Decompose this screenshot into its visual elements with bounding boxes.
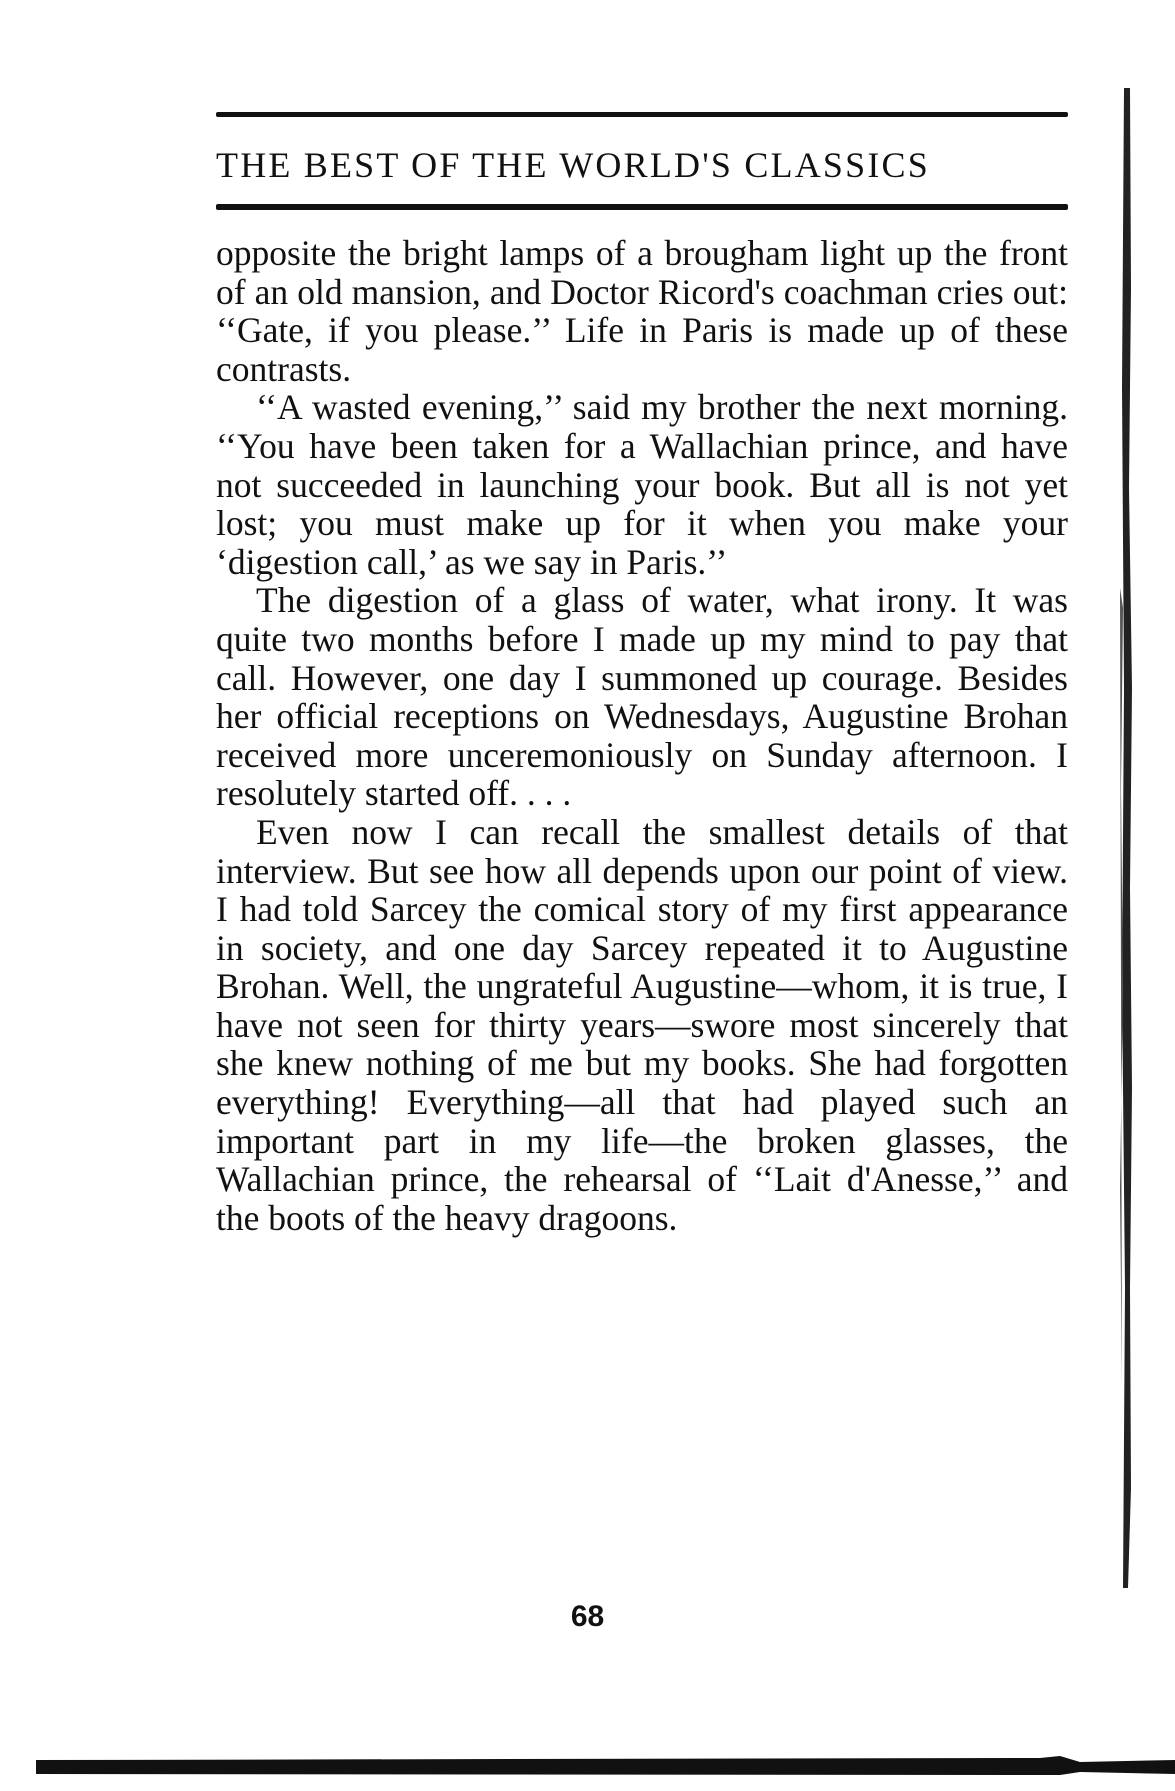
top-rule bbox=[216, 112, 1068, 117]
paragraph: opposite the bright lamps of a brougham light up the front of an old mansion, and Doctor Ricord's coachman cries out: ‘‘Gate, if you please.’’ Life in Paris is made up of these contrasts. bbox=[216, 233, 1068, 389]
paragraph: The digestion of a glass of water, what irony. It was quite two months before I made up my mind to pay that call. However, one day I summoned up courage. Besides her official receptions on Wednesdays, Augustine Brohan received more unceremoniously on Sunday afternoon. I resolutely started off. . . . bbox=[216, 580, 1068, 814]
page-number: 68 bbox=[570, 1600, 605, 1633]
running-head: THE BEST OF THE WORLD'S CLASSICS bbox=[216, 145, 930, 185]
paragraph: ‘‘A wasted evening,’’ said my brother the next morning. ‘‘You have been taken for a Wallachian prince, and have not succeeded in launching your book. But all is not yet lost; you must make up for it when you make your ‘digestion call,’ as we say in Paris.’’ bbox=[216, 387, 1068, 582]
header-rule bbox=[216, 204, 1068, 210]
body-text bbox=[216, 234, 1068, 1237]
bottom-edge-scan bbox=[0, 1752, 1175, 1776]
paragraph: Even now I can recall the smallest details of that interview. But see how all depends upon our point of view. I had told Sarcey the comical story of my first appearance in society, and one day Sarcey repeated it to Augustine Brohan. Well, the ungrateful Augustine—whom, it is true, I have not seen for thirty years—swore most sincerely that she knew nothing of me but my books. She had forgotten everything! Everything—all that had played such an important part in my life—the broken glasses, the Wallachian prince, the rehearsal of ‘‘Lait d'Anesse,’’ and the boots of the heavy dragoons. bbox=[216, 811, 1068, 1238]
binding-shadow bbox=[1120, 88, 1134, 1588]
